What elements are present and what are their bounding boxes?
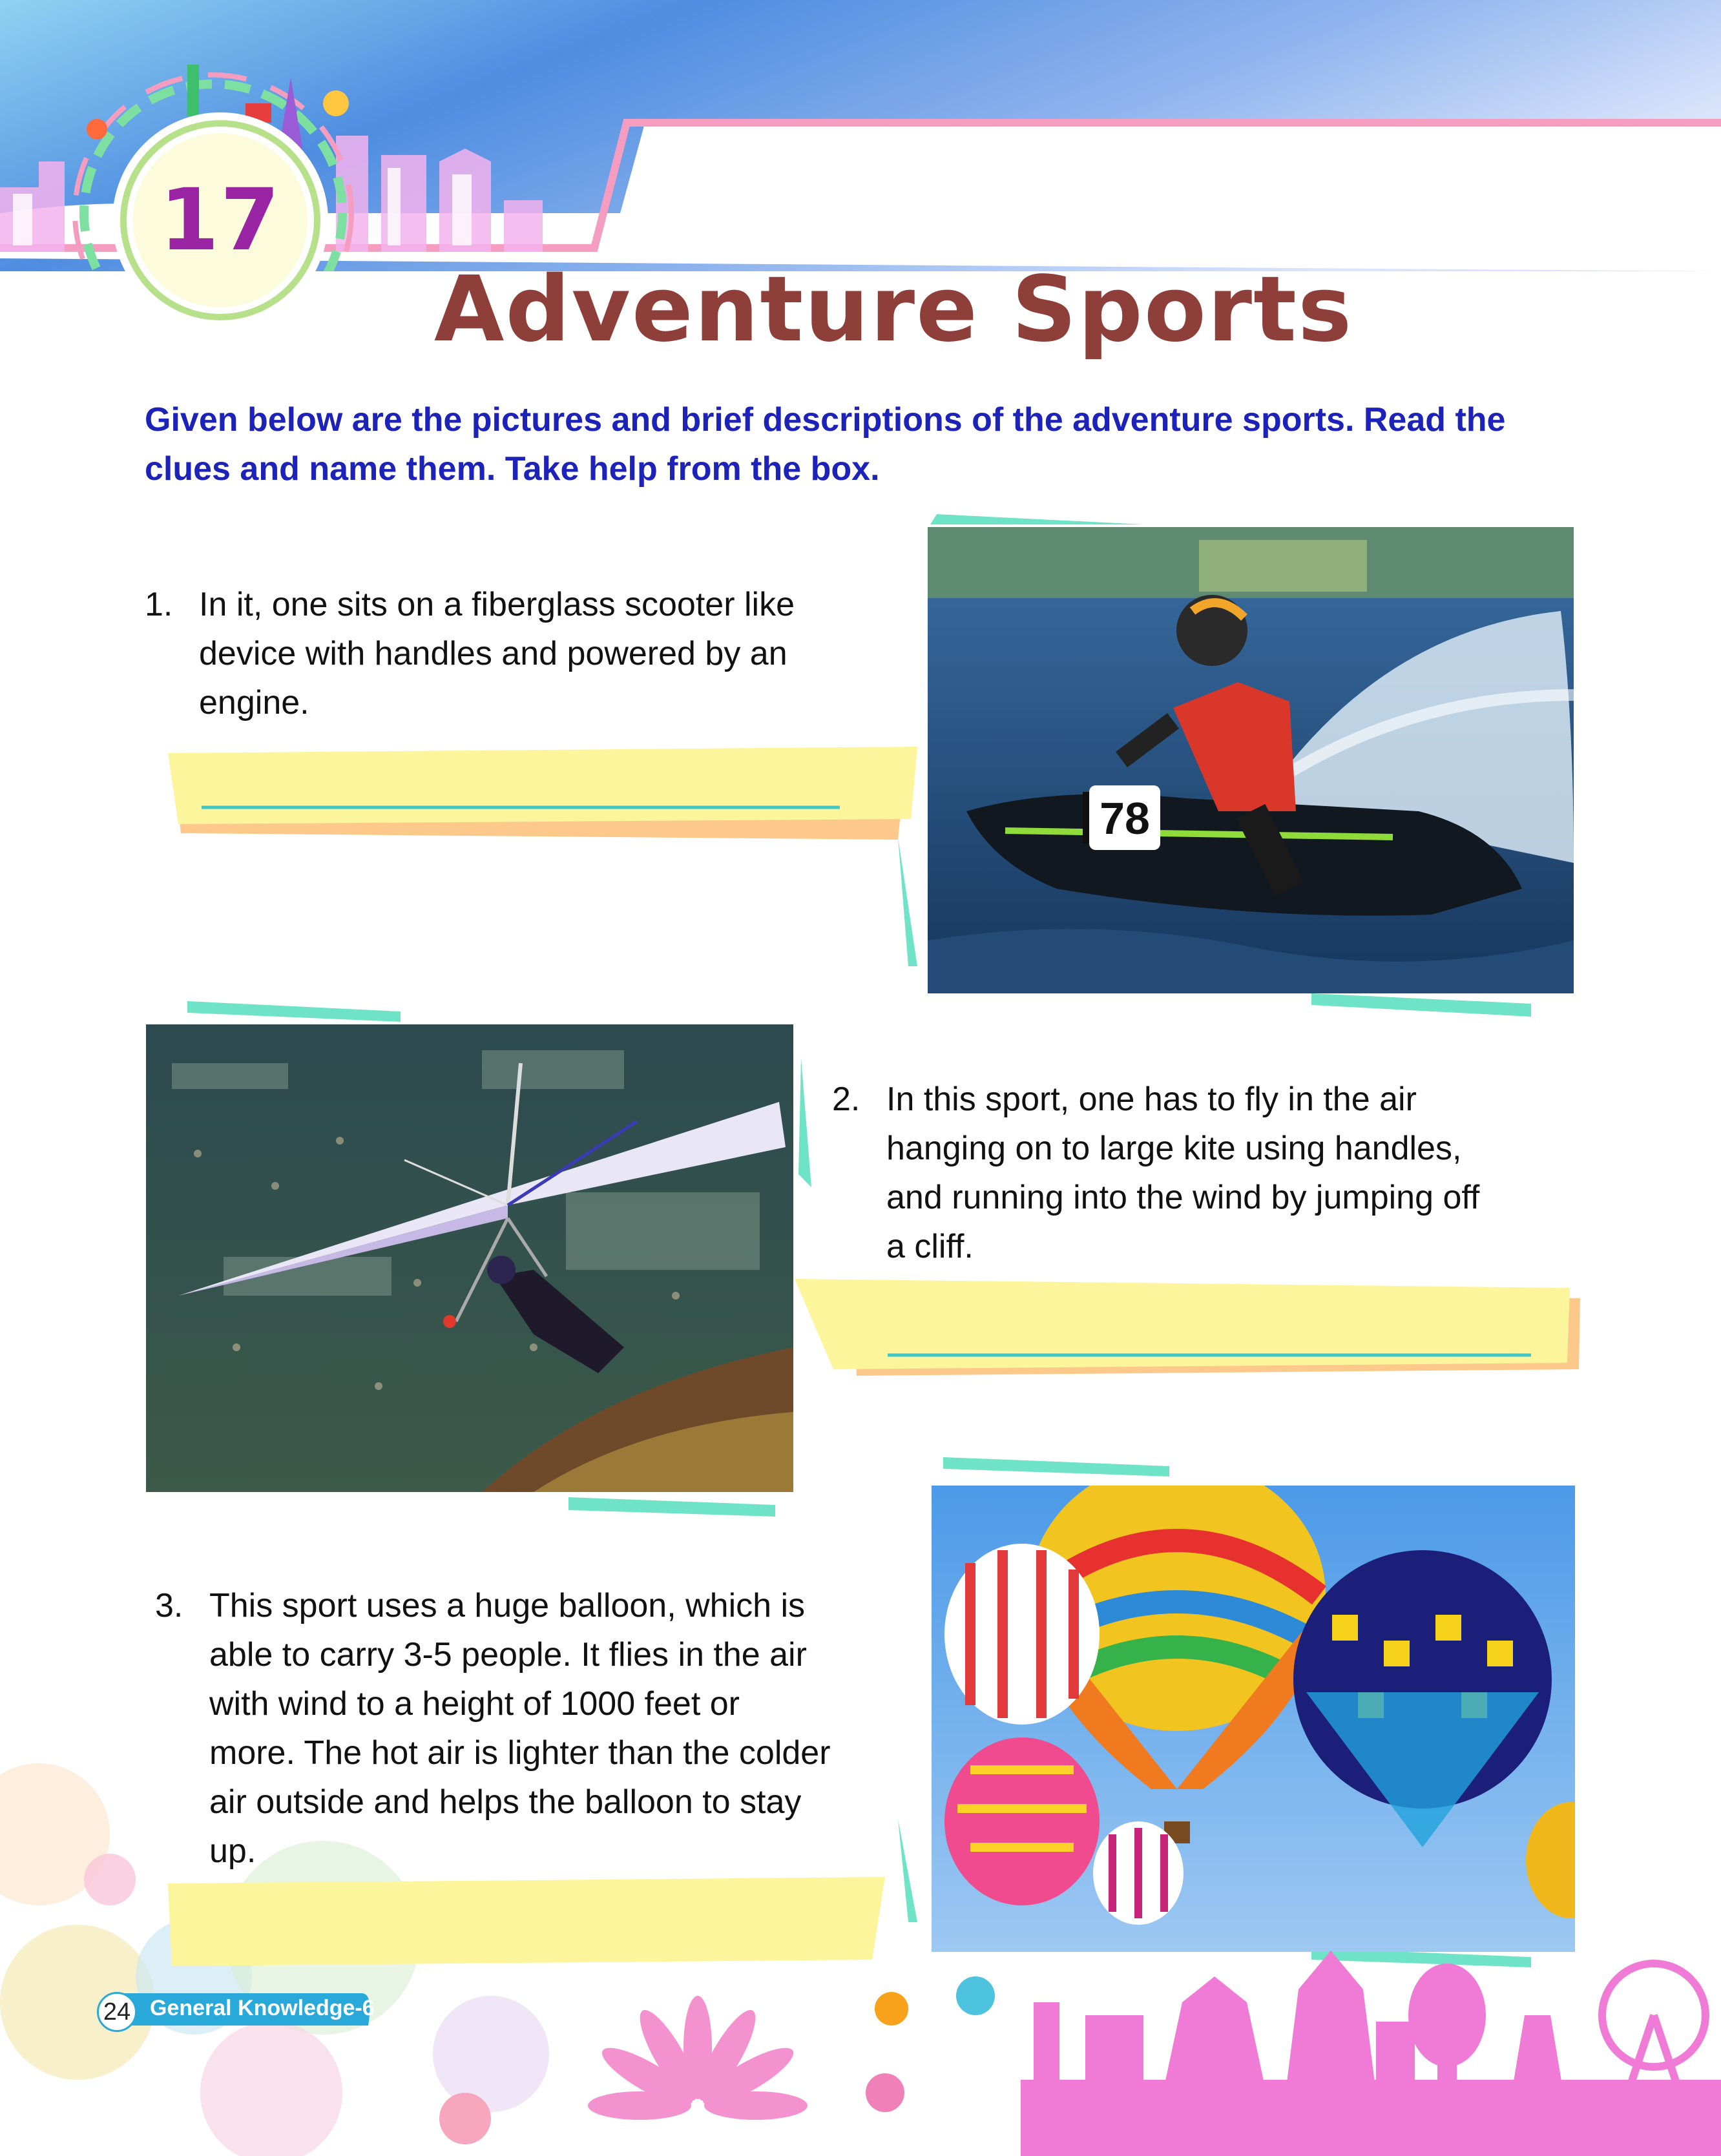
question-number: 1.: [145, 586, 173, 623]
question-text: [199, 580, 795, 727]
question-text: [886, 1075, 1479, 1271]
question-line: This sport uses a huge balloon, which is: [209, 1587, 806, 1624]
question-line: up.: [209, 1832, 256, 1870]
hang-glider-photo: [146, 1024, 793, 1492]
jet-ski-photo: [928, 527, 1574, 993]
question-line: a cliff.: [886, 1228, 974, 1265]
answer-box-2[interactable]: [795, 1272, 1583, 1389]
race-number: 78: [1100, 793, 1150, 844]
question-line: hanging on to large kite using handles,: [886, 1130, 1462, 1167]
question-line: In this sport, one has to fly in the air: [886, 1081, 1417, 1118]
question-line: In it, one sits on a fiberglass scooter like: [199, 586, 795, 623]
question-2: [832, 1075, 1594, 1281]
question-1: [145, 580, 907, 735]
question-line: device with handles and powered by an: [199, 635, 787, 672]
book-name: General Knowledge-6: [150, 1996, 375, 2020]
question-line: and running into the wind by jumping off: [886, 1179, 1480, 1216]
question-line: more. The hot air is lighter than the colder: [209, 1734, 831, 1772]
page-title: Adventure Sports: [434, 257, 1353, 362]
question-line: air outside and helps the balloon to stay: [209, 1783, 802, 1821]
instruction-text: Given below are the pictures and brief descriptions of the adventure sports. Read the clues and name them. Take help from the box.: [145, 401, 1506, 488]
chapter-number: 17: [160, 171, 281, 270]
question-number: 3.: [155, 1587, 183, 1624]
chapter-badge: [127, 127, 314, 314]
question-line: able to carry 3-5 people. It flies in the air: [209, 1636, 807, 1674]
answer-box-1[interactable]: [162, 743, 924, 846]
question-number: 2.: [832, 1081, 860, 1118]
page-number: 24: [97, 1992, 137, 2032]
answer-box-3[interactable]: [162, 1869, 892, 1973]
question-line: engine.: [199, 684, 309, 721]
question-line: with wind to a height of 1000 feet or: [209, 1685, 740, 1723]
